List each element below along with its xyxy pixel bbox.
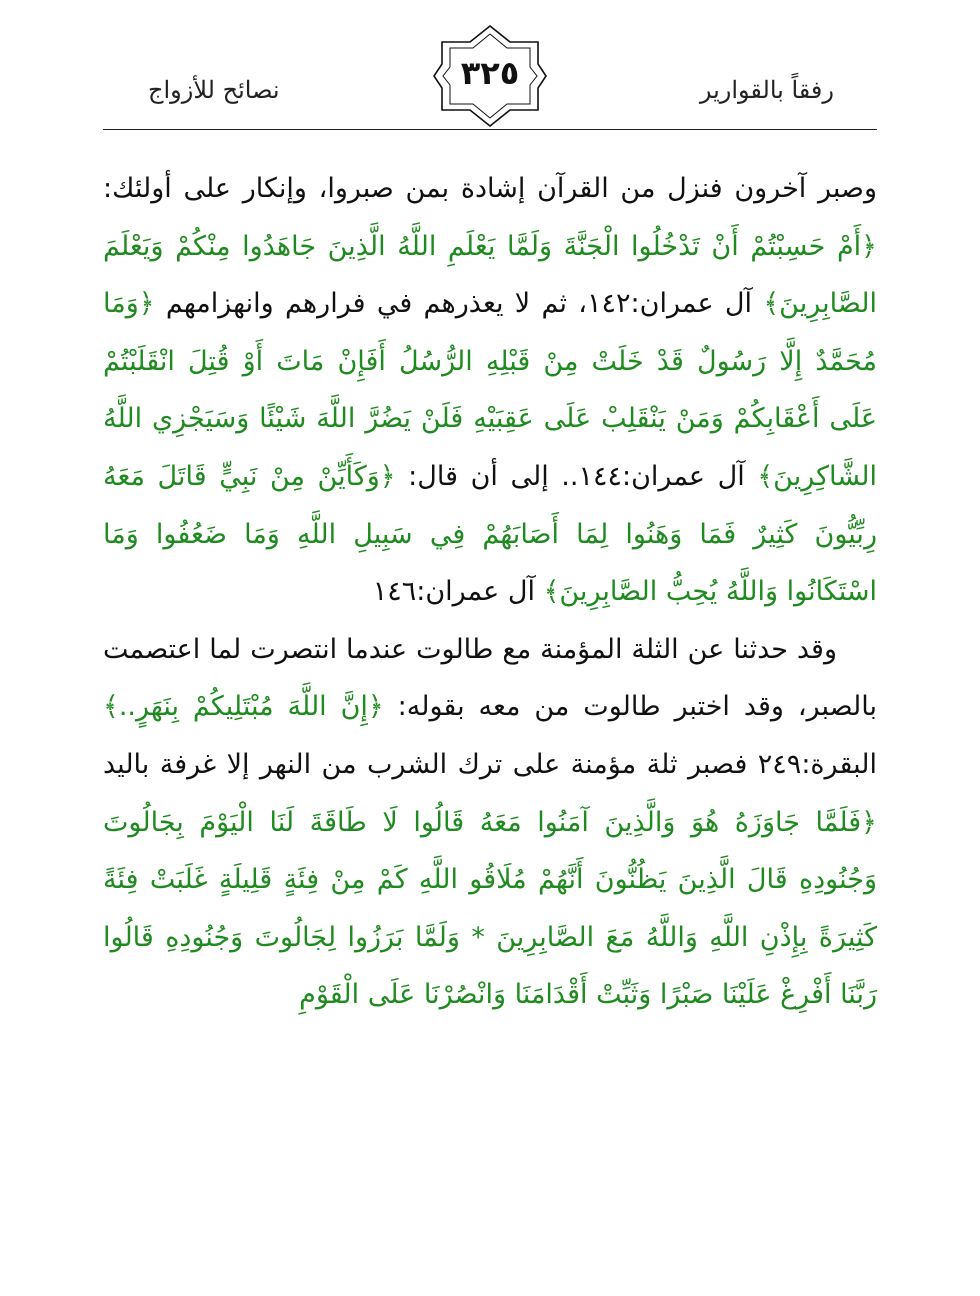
quran-verse: ﴿إِنَّ اللَّهَ مُبْتَلِيكُمْ بِنَهَرٍ..﴾: [103, 691, 384, 723]
page-number-badge: [432, 24, 548, 128]
header-divider: [103, 129, 877, 130]
book-title: رفقاً بالقوارير: [699, 76, 834, 104]
body-sentence: وقد حدثنا عن الثلة المؤمنة مع طالوت عندما انتصرت لما اعتصمت بالصبر، وقد اختبر طالوت من معه بقوله:: [103, 633, 877, 723]
body-sentence: وصبر آخرون فنزل من القرآن إشادة بمن صبروا، وإنكار على أولئك:: [103, 173, 877, 204]
body-sentence: آل عمران:١٤٢، ثم لا يعذرهم في فرارهم وانهزامهم: [154, 288, 764, 320]
page-header: [0, 0, 980, 140]
paragraph: [103, 621, 877, 1024]
body-sentence: آل عمران:١٤٦: [372, 576, 544, 608]
chapter-title: نصائح للأزواج: [148, 76, 280, 104]
quran-verse: ﴿وَكَأَيِّنْ مِنْ نَبِيٍّ قَاتَلَ مَعَهُ رِبِّيُّونَ كَثِيرٌ فَمَا وَهَنُوا لِمَا أَصَابَهُمْ فِي سَبِيلِ اللَّهِ وَمَا ضَعُفُوا وَمَا اسْتَكَانُوا وَاللَّهُ يُحِبُّ الصَّابِرِينَ﴾: [103, 460, 877, 608]
body-text: [103, 160, 877, 1024]
quran-verse: ﴿فَلَمَّا جَاوَزَهُ هُوَ وَالَّذِينَ آمَنُوا مَعَهُ قَالُوا لَا طَاقَةَ لَنَا الْيَوْمَ بِجَالُوتَ وَجُنُودِهِ قَالَ الَّذِينَ يَظُنُّونَ أَنَّهُمْ مُلَاقُو اللَّهِ كَمْ مِنْ فِئَةٍ قَلِيلَةٍ غَلَبَتْ فِئَةً كَثِيرَةً بِإِذْنِ اللَّهِ وَاللَّهُ مَعَ الصَّابِرِينَ * وَلَمَّا بَرَزُوا لِجَالُوتَ وَجُنُودِهِ قَالُوا رَبَّنَا أَفْرِغْ عَلَيْنَا صَبْرًا وَثَبِّتْ أَقْدَامَنَا وَانْصُرْنَا عَلَى الْقَوْمِ: [103, 806, 877, 1011]
body-sentence: آل عمران:١٤٤.. إلى أن قال:: [395, 460, 758, 492]
body-sentence: البقرة:٢٤٩ فصبر ثلة مؤمنة على ترك الشرب من النهر إلا غرفة باليد: [103, 748, 877, 780]
quran-verse: ﴿أَمْ حَسِبْتُمْ أَنْ تَدْخُلُوا الْجَنَّةَ وَلَمَّا يَعْلَمِ اللَّهُ الَّذِينَ جَاهَدُوا مِنْكُمْ وَيَعْلَمَ الصَّابِرِينَ﴾: [103, 230, 878, 320]
paragraph: [103, 160, 877, 621]
page-number: ٣٢٥: [460, 54, 520, 92]
quran-verse: ﴿وَمَا مُحَمَّدٌ إِلَّا رَسُولٌ قَدْ خَلَتْ مِنْ قَبْلِهِ الرُّسُلُ أَفَإِنْ مَاتَ أَوْ قُتِلَ انْقَلَبْتُمْ عَلَى أَعْقَابِكُمْ وَمَنْ يَنْقَلِبْ عَلَى عَقِبَيْهِ فَلَنْ يَضُرَّ اللَّهَ شَيْئًا وَسَيَجْزِي اللَّهُ الشَّاكِرِينَ﴾: [103, 288, 878, 492]
